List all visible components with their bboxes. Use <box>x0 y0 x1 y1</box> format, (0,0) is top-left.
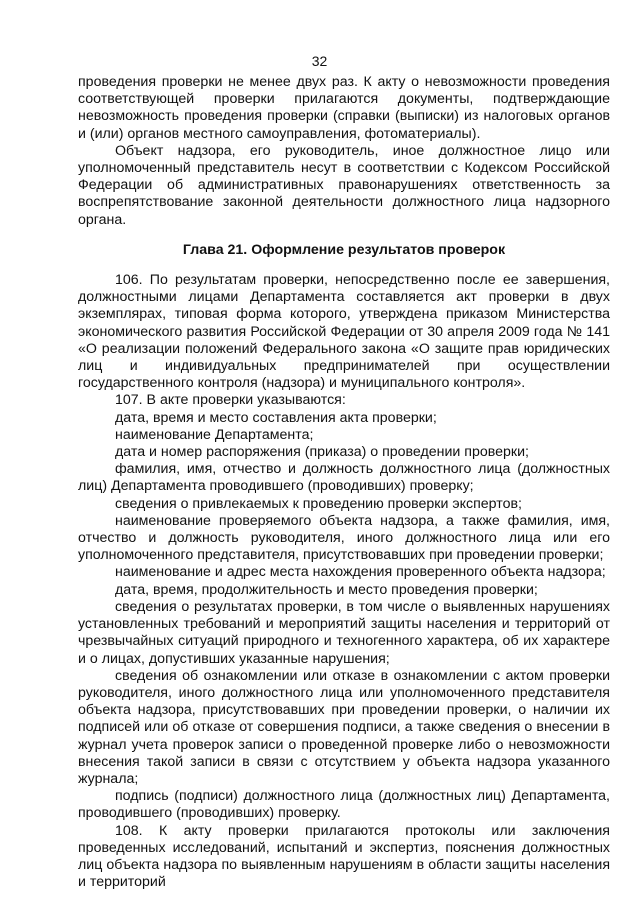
list-item: дата, время и место составления акта проверки; <box>115 409 437 426</box>
list-item: сведения об ознакомлении или отказе в ознакомлении с актом проверки руководителя, иного должностного лица или уполномоченного представителя объекта надзора, присутствовавших при проведении проверки, о наличии их подписей или об отказе от совершения подписи, а также сведения о внесении в журнал учета проверок записи о проведенной проверке либо о невозможности внесения такой записи в связи с отсутствием у объекта надзора указанного журнала; <box>78 667 610 787</box>
paragraph-responsibility: Объект надзора, его руководитель, иное должностное лицо или уполномоченный представитель несут в соответствии с Кодексом Российской Федерации об административных правонарушениях ответственность за воспрепятствование законной деятельности должностного лица надзорного органа. <box>78 142 610 228</box>
paragraph-108: 108. К акту проверки прилагаются протоколы или заключения проведенных исследований, испытаний и экспертиз, пояснения должностных лиц объекта надзора по выявленным нарушениям в области защиты населения и территорий <box>78 822 610 891</box>
list-item: сведения о результатах проверки, в том числе о выявленных нарушениях установленных требований и мероприятий защиты населения и территорий от чрезвычайных ситуаций природного и техногенного характера, об их характере и о лицах, допустивших указанные нарушения; <box>78 598 610 667</box>
list-item: дата и номер распоряжения (приказа) о проведении проверки; <box>115 444 529 461</box>
chapter-heading: Глава 21. Оформление результатов проверок <box>182 241 506 258</box>
document-body <box>78 74 610 891</box>
page-number: 32 <box>311 53 328 69</box>
list-item: дата, время, продолжительность и место проведения проверки; <box>115 581 538 598</box>
paragraph-107: 107. В акте проверки указываются: <box>115 392 346 409</box>
list-item: сведения о привлекаемых к проведению проверки экспертов; <box>115 495 522 512</box>
list-item: подпись (подписи) должностного лица (должностных лиц) Департамента, проводившего (проводивших) проверку. <box>78 788 610 822</box>
list-item: наименование проверяемого объекта надзора, а также фамилия, имя, отчество и должность руководителя, иного должностного лица или его уполномоченного представителя, присутствовавших при проведении проверки; <box>78 512 610 564</box>
paragraph-106: 106. По результатам проверки, непосредственно после ее завершения, должностными лицами Департамента составляется акт проверки в двух экземплярах, типовая форма которого, утверждена приказом Министерства экономического развития Российской Федерации от 30 апреля 2009 года № 141 «О реализации положений Федерального закона «О защите прав юридических лиц и индивидуальных предпринимателей при осуществлении государственного контроля (надзора) и муниципального контроля». <box>78 272 610 392</box>
list-item: наименование Департамента; <box>115 426 314 443</box>
paragraph-continuation: проведения проверки не менее двух раз. К акту о невозможности проведения соответствующей проверки прилагаются документы, подтверждающие невозможность проведения проверки (справки (выписки) из налоговых органов и (или) органов местного самоуправления, фотоматериалы). <box>78 74 610 142</box>
list-item: наименование и адрес места нахождения проверенного объекта надзора; <box>115 564 606 581</box>
list-item: фамилия, имя, отчество и должность должностного лица (должностных лиц) Департамента проводившего (проводивших) проверку; <box>78 461 610 495</box>
